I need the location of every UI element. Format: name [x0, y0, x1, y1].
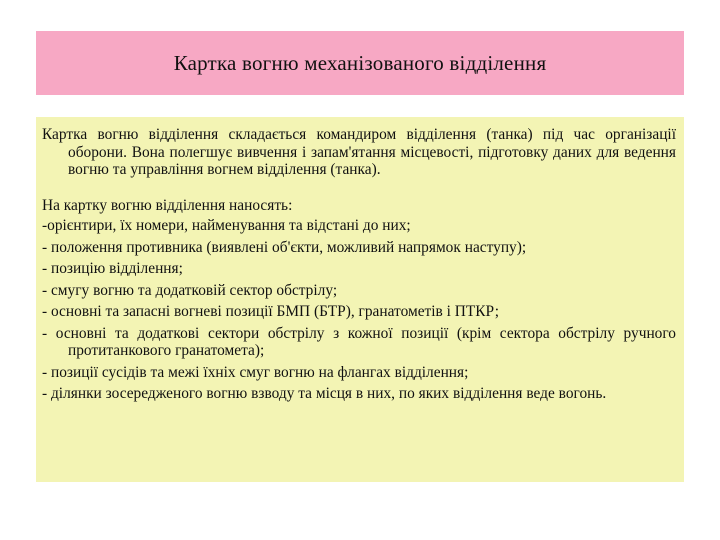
slide-title: Картка вогню механізованого відділення	[173, 50, 547, 75]
list-item: - ділянки зосередженого вогню взводу та місця в них, по яких відділення веде вогонь.	[42, 385, 607, 402]
slide-content	[36, 117, 684, 482]
list-item: - положення противника (виявлені об'єкти, можливий напрямок наступу);	[42, 238, 527, 256]
slide-title-banner	[36, 31, 684, 95]
list-item: - основні та запасні вогневі позиції БМП (БТР), гранатометів і ПТКР;	[42, 303, 499, 320]
list-item: - смугу вогню та додатковій сектор обстрілу;	[42, 281, 338, 299]
list-heading: На картку вогню відділення наносять:	[42, 196, 293, 214]
list-item: -орієнтири, їх номери, найменування та відстані до них;	[42, 217, 411, 234]
list-item: - позиції сусідів та межі їхніх смуг вогню на флангах відділення;	[42, 363, 469, 381]
list-item: - позицію відділення;	[42, 260, 183, 277]
list-item: - основні та додаткові сектори обстрілу з кожної позиції (крім сектора обстрілу ручного протитанкового гранатомета);	[42, 324, 676, 359]
intro-paragraph: Картка вогню відділення складається командиром відділення (танка) під час організації оборони. Вона полегшує вивчення і запам'ятання місцевості, підготовку даних для ведення вогню та управління вогнем відділення (танка).	[42, 126, 676, 178]
